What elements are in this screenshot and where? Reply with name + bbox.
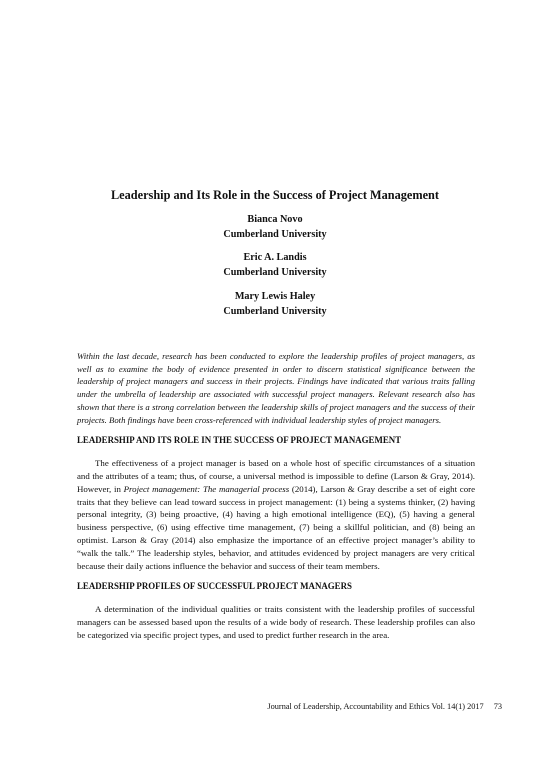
- author-name: Mary Lewis Haley: [234, 291, 316, 302]
- section-heading-leadership-role: LEADERSHIP AND ITS ROLE IN THE SUCCESS OF PROJECT MANAGEMENT: [77, 435, 402, 445]
- paragraph-text: (2014), Larson & Gray describe a set of eight core traits that they believe can lead toward success in project management: (1) being a systems thinker, (2) having personal integrity, (3) being proactive, (4) having a high emotional intelligence (EQ), (5) having a general business perspective, (6) using effective time management, (7) being a skillful politician, and (8) being an optimist. Larson & Gray (2014) also emphasize the importance of an effective project manager’s ability to “walk the talk.” The leadership styles, behavior, and attitudes evidenced by project managers are very critical because their daily actions influence the behavior and success of their team members.: [77, 483, 475, 571]
- journal-citation: Journal of Leadership, Accountability and Ethics Vol. 14(1) 2017: [267, 702, 484, 711]
- author-name: Eric A. Landis: [243, 252, 307, 263]
- author-name: Bianca Novo: [247, 214, 303, 225]
- page-footer: [267, 702, 502, 711]
- book-title: Project management: The managerial process: [123, 483, 290, 494]
- paragraph-determination: A determination of the individual qualities or traits consistent with the leadership profiles of successful managers can be assessed based upon the results of a wide body of research. These leadership profiles can also be categorized via specific project types, and used to predict further research in the area.: [77, 604, 475, 640]
- abstract: Within the last decade, research has been conducted to explore the leadership profiles of project managers, as well as to examine the body of evidence presented in order to discern statistical significance between the leadership of project managers and success in their projects. Findings have indicated that various traits falling under the umbrella of leadership are associated with successful project managers. Relevant research also has shown that there is a strong correlation between the leadership skills of project managers and the success of their projects. Both findings have been cross-referenced with individual leadership styles of project managers.: [77, 351, 475, 425]
- section-heading-leadership-profiles: LEADERSHIP PROFILES OF SUCCESSFUL PROJECT MANAGERS: [77, 581, 352, 591]
- author-affiliation: Cumberland University: [223, 306, 327, 317]
- author-block-3: [0, 289, 550, 319]
- author-affiliation: Cumberland University: [223, 267, 327, 278]
- paragraph-effectiveness: [77, 457, 475, 573]
- paper-title: Leadership and Its Role in the Success of Project Management: [110, 188, 439, 202]
- author-block-1: [0, 212, 550, 242]
- paragraph-text: The effectiveness of a project manager is based on a whole host of specific circumstances of a situation and the attributes of a team; thus, of course, a universal method is impossible to define (Larson & Gray, 2014). However, in: [77, 458, 475, 494]
- author-block-2: [0, 250, 550, 280]
- author-affiliation: Cumberland University: [223, 229, 327, 240]
- page-number: 73: [493, 702, 502, 711]
